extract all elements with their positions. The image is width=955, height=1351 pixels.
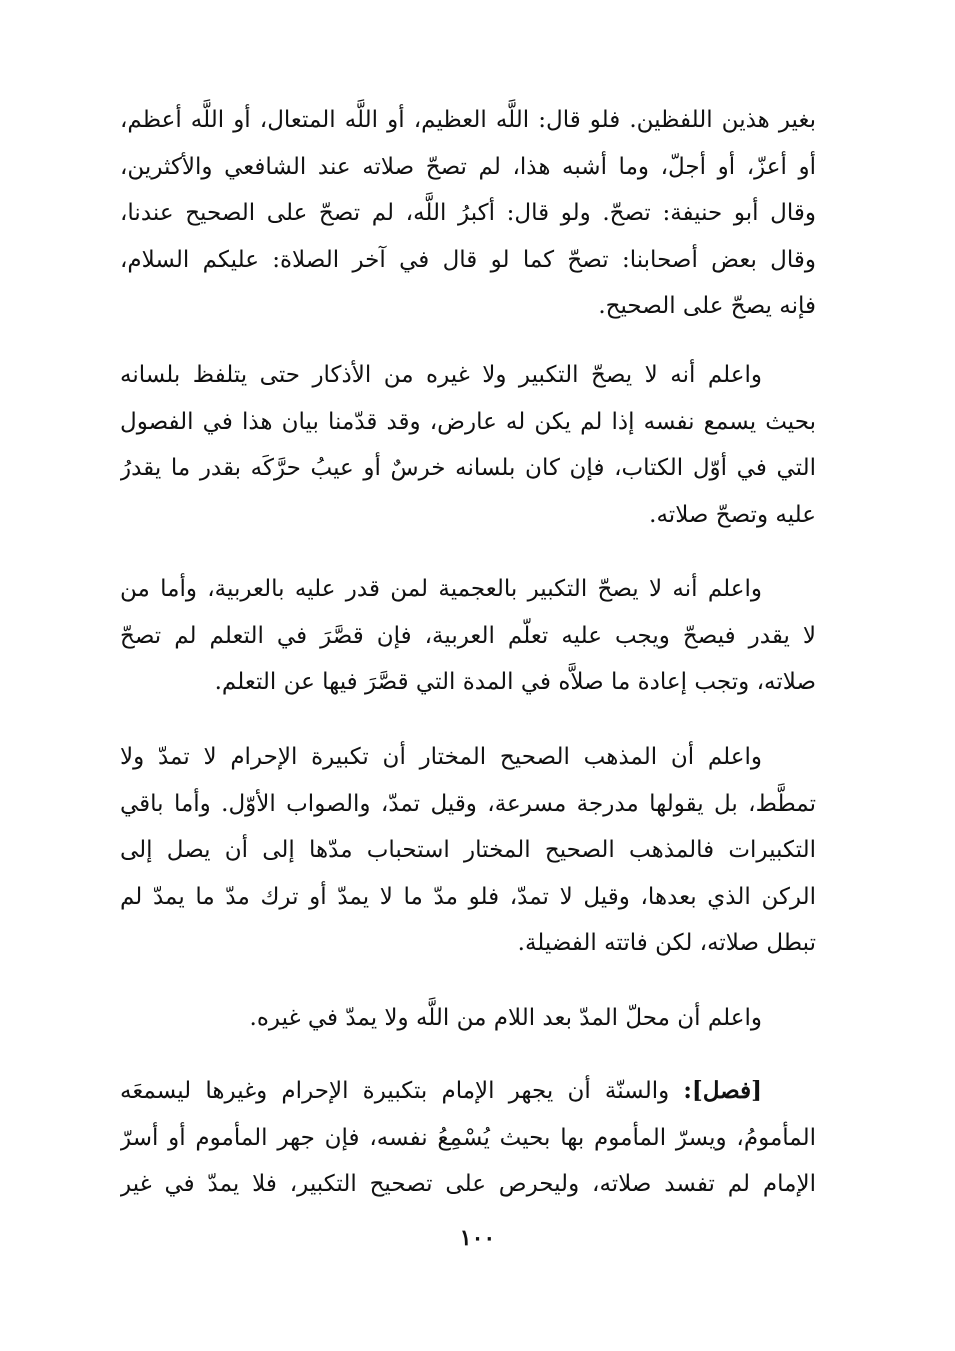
page-number: ١٠٠ (459, 1225, 496, 1251)
paragraph-line: المأمومُ، ويسرّ المأموم بها بحيث يُسْمِعُ نفسه، فإن جهر المأموم أو أسرّ (120, 1124, 816, 1151)
paragraph-line: أو أعزّ، أو أجلّ، وما أشبه هذا، لم تصحّ صلاته عند الشافعي والأكثرين، (120, 153, 816, 180)
paragraph-4 (120, 734, 816, 967)
paragraph-1 (120, 97, 816, 330)
paragraph-3 (120, 566, 816, 706)
paragraph-line: تبطل صلاته، لكن فاتته الفضيلة. (517, 930, 816, 956)
paragraph-line: وقال بعض أصحابنا: تصحّ كما لو قال في آخر الصلاة: عليكم السلام، (120, 246, 816, 273)
section-label: [فصل]: (683, 1077, 762, 1104)
paragraph-line: واعلم أنه لا يصحّ التكبير بالعجمية لمن قدر عليه بالعربية، وأما من (120, 576, 762, 602)
section-line-text: والسنّة أن يجهر الإمام بتكبيرة الإحرام وغيرها ليسمعَه (120, 1078, 684, 1104)
paragraph-line: بغير هذين اللفظين. فلو قال: اللَّه العظيم، أو اللَّه المتعال، أو اللَّه أعظم، (120, 107, 816, 133)
paragraph-line: واعلم أن المذهب الصحيح المختار أن تكبيرة الإحرام لا تمدّ ولا (120, 744, 762, 770)
paragraph-line: بحيث يسمع نفسه إذا لم يكن له عارض، وقد قدّمنا بيان هذا في الفصول (120, 408, 816, 435)
paragraph-line: الإمام لم تفسد صلاته، وليحرص على تصحيح التكبير، فلا يمدّ في غير (120, 1171, 816, 1197)
paragraph-line: واعلم أنه لا يصحّ التكبير ولا غيره من الأذكار حتى يتلفظ بلسانه (120, 362, 762, 388)
paragraph-line (120, 1068, 816, 1115)
paragraph-line: التكبيرات فالمذهب الصحيح المختار استحباب مدّها إلى أن يصل إلى (120, 837, 816, 863)
paragraph-5 (120, 995, 816, 1042)
paragraph-line: فإنه يصحّ على الصحيح. (598, 293, 816, 319)
paragraph-line: عليه وتصحّ صلاته. (649, 501, 816, 528)
paragraph-line: واعلم أن محلّ المدّ بعد اللام من اللَّه ولا يمدّ في غيره. (249, 1005, 762, 1031)
paragraph-line: لا يقدر فيصحّ ويجب عليه تعلّم العربية، فإن قصَّرَ في التعلم لم تصحّ (120, 622, 816, 649)
paragraph-2 (120, 352, 816, 538)
paragraph-line: صلاته، وتجب إعادة ما صلاَّه في المدة التي قصَّرَ فيها عن التعلم. (214, 669, 816, 695)
paragraph-line: تمطَّط، بل يقولها مدرجة مسرعة، وقيل تمدّ، والصواب الأوّل. وأما باقي (120, 790, 816, 817)
paragraph-6 (120, 1068, 816, 1208)
paragraph-line: وقال أبو حنيفة: تصحّ. ولو قال: أكبرُ اللَّه، لم تصحّ على الصحيح عندنا، (120, 200, 816, 226)
paragraph-line: التي في أوّل الكتاب، فإن كان بلسانه خرسٌ أو عيبُ حرَّكَه بقدر ما يقدرُ (120, 455, 816, 481)
paragraph-line: الركن الذي بعدها، وقيل لا تمدّ، فلو مدّ ما لا يمدّ أو ترك مدّ ما يمدّ لم (120, 883, 816, 910)
